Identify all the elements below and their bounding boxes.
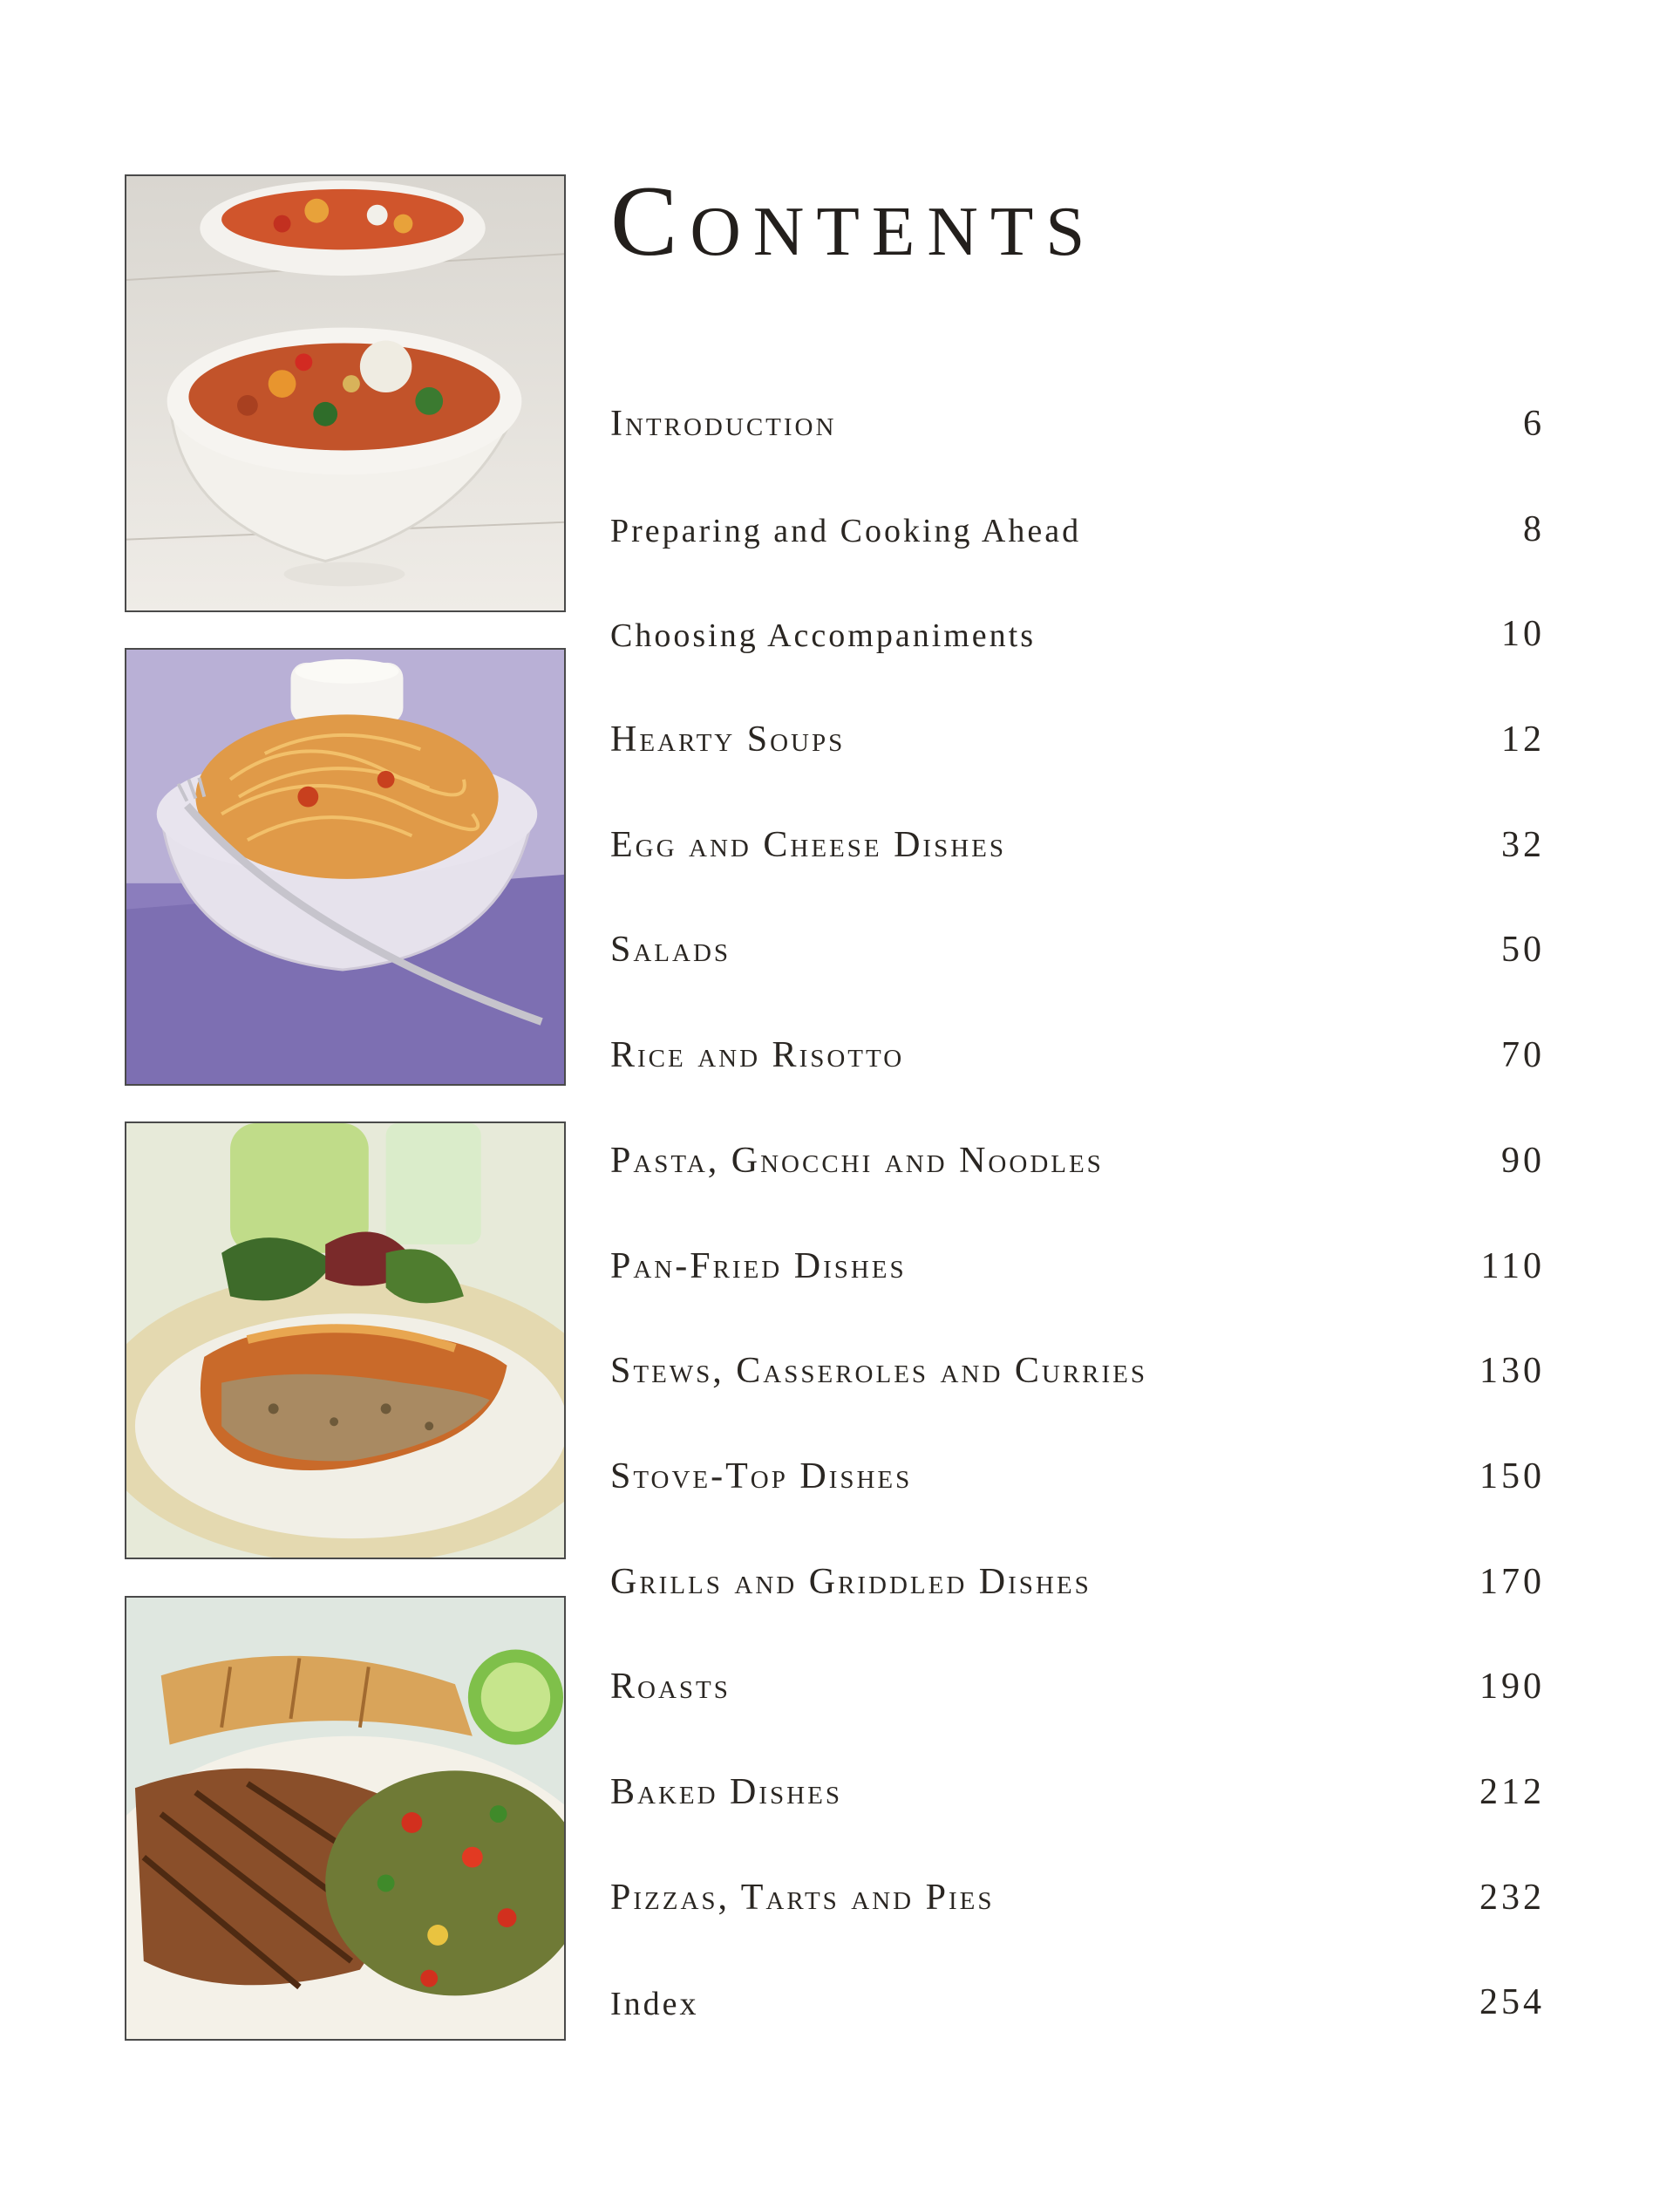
spaghetti-bowl-photo bbox=[125, 648, 566, 1086]
toc-entry bbox=[610, 1034, 1545, 1140]
toc-entry-page-number: 12 bbox=[1501, 719, 1545, 760]
stuffed-fish-fillet-photo bbox=[125, 1121, 566, 1559]
toc-entry bbox=[610, 719, 1545, 824]
toc-entry-page-number: 32 bbox=[1501, 824, 1545, 865]
toc-entry-page-number: 90 bbox=[1501, 1140, 1545, 1181]
toc-entry bbox=[610, 403, 1545, 508]
toc-entry bbox=[610, 824, 1545, 930]
toc-entry-label: Salads bbox=[610, 930, 731, 971]
toc-entry bbox=[610, 929, 1545, 1034]
toc-entry-label: Stews, Casseroles and Curries bbox=[610, 1351, 1148, 1392]
toc-entry bbox=[610, 1877, 1545, 1982]
page-title: Contents bbox=[610, 166, 1098, 277]
toc-entry bbox=[610, 613, 1545, 719]
grilled-steak-salsa-photo bbox=[125, 1596, 566, 2041]
toc-entry-page-number: 50 bbox=[1501, 930, 1545, 971]
toc-entry-page-number: 170 bbox=[1479, 1561, 1545, 1602]
toc-entry-label: Egg and Cheese Dishes bbox=[610, 824, 1006, 865]
toc-entry-page-number: 150 bbox=[1479, 1456, 1545, 1496]
toc-entry bbox=[610, 1561, 1545, 1667]
toc-entry bbox=[610, 1140, 1545, 1245]
table-of-contents bbox=[610, 403, 1545, 2087]
toc-entry-label: Roasts bbox=[610, 1667, 731, 1708]
toc-entry-label: Preparing and Cooking Ahead bbox=[610, 512, 1082, 549]
toc-entry bbox=[610, 1350, 1545, 1456]
toc-entry-page-number: 10 bbox=[1501, 614, 1545, 655]
toc-entry-label: Pasta, Gnocchi and Noodles bbox=[610, 1140, 1104, 1181]
toc-entry-label: Pizzas, Tarts and Pies bbox=[610, 1877, 995, 1918]
toc-entry-label: Choosing Accompaniments bbox=[610, 617, 1037, 655]
toc-entry-label: Introduction bbox=[610, 404, 837, 444]
toc-entry bbox=[610, 508, 1545, 614]
toc-entry-label: Stove-Top Dishes bbox=[610, 1456, 913, 1496]
toc-entry bbox=[610, 1245, 1545, 1351]
toc-entry-page-number: 110 bbox=[1480, 1245, 1545, 1286]
toc-entry-page-number: 190 bbox=[1479, 1667, 1545, 1708]
toc-entry-page-number: 8 bbox=[1523, 508, 1545, 549]
soup-bowls-photo bbox=[125, 174, 566, 612]
toc-entry-page-number: 70 bbox=[1501, 1035, 1545, 1076]
toc-entry-label: Pan-Fried Dishes bbox=[610, 1245, 907, 1286]
toc-entry-page-number: 232 bbox=[1479, 1877, 1545, 1918]
toc-entry bbox=[610, 1771, 1545, 1877]
toc-entry bbox=[610, 1666, 1545, 1771]
toc-entry bbox=[610, 1981, 1545, 2087]
toc-entry bbox=[610, 1456, 1545, 1561]
toc-entry-page-number: 130 bbox=[1479, 1351, 1545, 1392]
toc-entry-page-number: 6 bbox=[1523, 404, 1545, 444]
toc-entry-page-number: 254 bbox=[1479, 1982, 1545, 2023]
toc-entry-page-number: 212 bbox=[1479, 1771, 1545, 1812]
toc-entry-label: Rice and Risotto bbox=[610, 1035, 905, 1076]
toc-entry-label: Hearty Soups bbox=[610, 719, 846, 760]
toc-entry-label: Grills and Griddled Dishes bbox=[610, 1561, 1092, 1602]
toc-entry-label: Baked Dishes bbox=[610, 1771, 842, 1812]
toc-entry-label: Index bbox=[610, 1986, 699, 2023]
